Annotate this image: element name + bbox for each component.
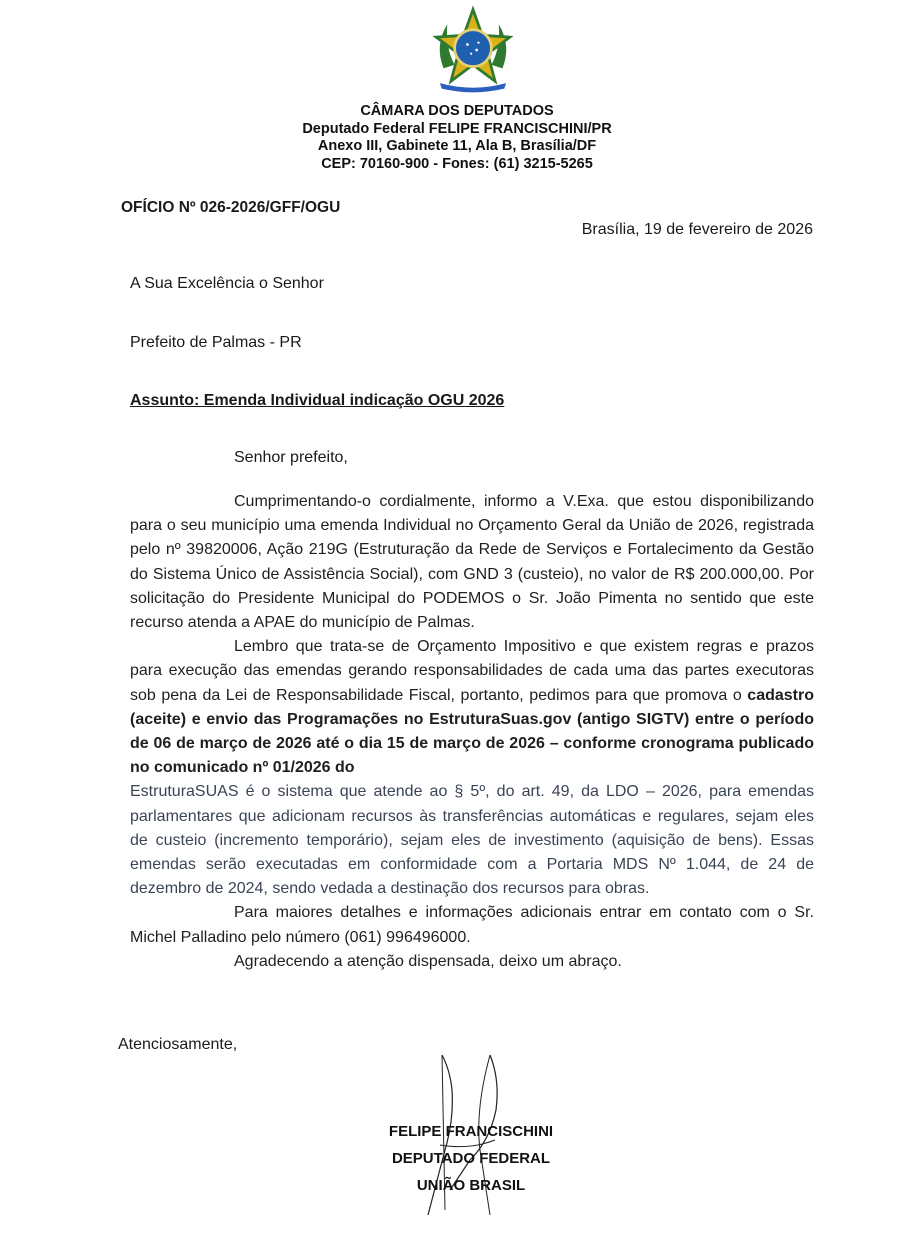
recipient-line-2: Prefeito de Palmas - PR [130,334,302,351]
paragraph-2-text: Lembro que trata-se de Orçamento Impositivo e que existem regras e prazos para execução das emendas gerando responsabilidades de cada uma das partes executoras sob pena da Lei de Responsabilidade Fiscal, portanto, pedimos para que promova o [130,638,814,704]
signer-title: DEPUTADO FEDERAL [391,1150,551,1167]
office-address: Anexo III, Gabinete 11, Ala B, Brasília/DF [317,138,597,154]
paragraph-2-bold: cadastro (aceite) e envio das Programações no EstruturaSuas.gov (antigo SIGTV) entre o período de 06 de março de 2026 até o dia 15 de março de 2026 – conforme cronograma publicado no comunicado nº 01/2026 do [130,686,814,777]
letter-body [130,490,814,974]
paragraph-3: EstruturaSUAS é o sistema que atende ao § 5º, do art. 49, da LDO – 2026, para emendas parlamentares que adicionam recursos às transferências automáticas e regulares, sejam eles de custeio (incremento temporário), sejam eles de investimento (aquisição de bens). Essas emendas serão executadas em conformidade com a Portaria MDS Nº 1.044, de 24 de dezembro de 2024, sendo vedada a destinação dos recursos para obras. [130,783,814,898]
closing: Atenciosamente, [118,1036,238,1053]
recipient-line-1: A Sua Excelência o Senhor [130,275,324,292]
paragraph-2 [130,635,814,780]
paragraph-4: Para maiores detalhes e informações adicionais entrar em contato com o Sr. Michel Palladino pelo número (061) 996496000. [130,904,814,946]
coat-of-arms-icon [427,4,519,96]
signer-party: UNIÃO BRASIL [416,1177,526,1194]
office-contact: CEP: 70160-900 - Fones: (61) 3215-5265 [321,155,593,172]
deputy-name: Deputado Federal FELIPE FRANCISCHINI/PR [302,120,612,137]
paragraph-1: Cumprimentando-o cordialmente, informo a V.Exa. que estou disponibilizando para o seu município uma emenda Individual no Orçamento Geral da União de 2026, registrada pelo nº 39820006, Ação 219G (Estruturação da Rede de Serviços e Fortalecimento da Gestão do Sistema Único de Assistência Social), com GND 3 (custeio), no valor de R$ 200.000,00. Por solicitação do Presidente Municipal do PODEMOS o Sr. João Pimenta no sentido que este recurso atenda a APAE do município de Palmas. [130,493,814,632]
place-date: Brasília, 19 de fevereiro de 2026 [581,221,813,238]
paragraph-5: Agradecendo a atenção dispensada, deixo um abraço. [234,952,622,970]
subject-line: Assunto: Emenda Individual indicação OGU 2026 [130,392,505,409]
signature-block [360,1118,582,1199]
institution-name: CÂMARA DOS DEPUTADOS [360,103,554,119]
document-reference: OFÍCIO Nº 026-2026/GFF/OGU [121,199,341,216]
salutation: Senhor prefeito, [234,449,348,466]
letterhead [0,103,914,173]
signer-name: FELIPE FRANCISCHINI [388,1123,554,1140]
